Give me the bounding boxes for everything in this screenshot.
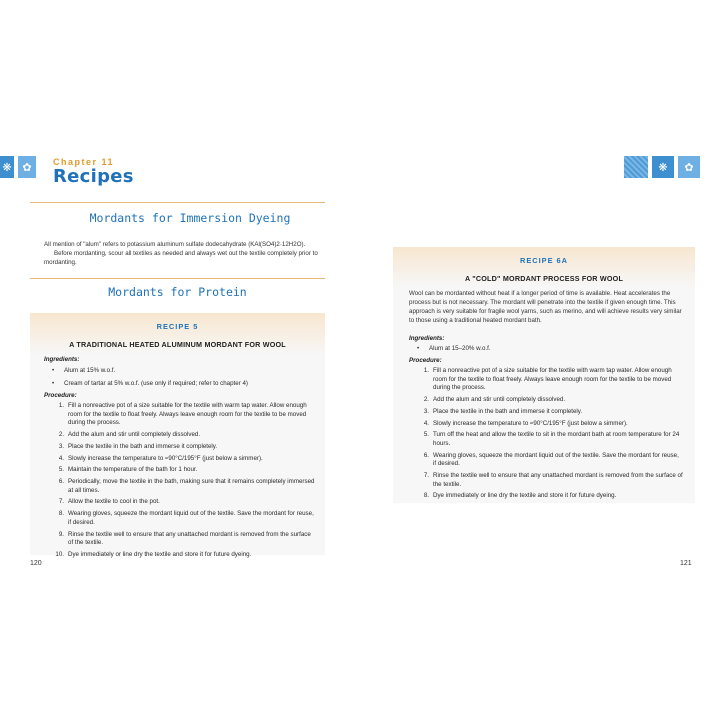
- procedure-step: 5. Maintain the temperature of the bath for 1 hour.: [58, 466, 198, 474]
- procedure-step: 1. Fill a nonreactive pot of a size suitable for the textile with warm tap water. Allow enough room for the textile to float freely. Always leave enough room for the textile to be moved during the process.: [423, 367, 672, 392]
- procedure-step: 6. Wearing gloves, squeeze the mordant liquid out of the textile. Save the mordant for reuse, if desired.: [423, 451, 679, 468]
- ingredients-list: [44, 366, 315, 388]
- section-divider: [30, 202, 325, 203]
- intro-line-2: Before mordanting, scour all textiles as needed and always wet out the textile completely prior to mordanting.: [44, 250, 318, 266]
- leaf-icon: ❋: [0, 156, 14, 178]
- recipe-6a-intro: Wool can be mordanted without heat if a longer period of time is available. Heat accelerates the process but is not necessary. The mordant will penetrate into the textile if given enough time. This approach is very suitable for fragile wool yarns, such as merino, and will achieve results very similar to those using a traditional heated mordant bath.: [409, 290, 682, 324]
- procedure-step: 4. Slowly increase the temperature to ≈90°C/195°F (just below a simmer).: [423, 419, 628, 427]
- section-title-protein: Mordants for Protein: [108, 285, 247, 299]
- section-divider-2: [30, 278, 325, 279]
- recipe-6a-header: [393, 247, 695, 287]
- procedure-label: Procedure:: [409, 357, 442, 364]
- recipe-5-title: A TRADITIONAL HEATED ALUMINUM MORDANT FOR WOOL: [69, 340, 286, 349]
- procedure-label: Procedure:: [44, 392, 77, 399]
- chapter-icon-tiles-right: [624, 156, 700, 178]
- procedure-step: 6. Periodically, move the textile in the bath, making sure that it remains completely immersed at all times.: [58, 478, 315, 494]
- intro-line-1: All mention of "alum" refers to potassium aluminum sulfate dodecahydrate (KAl(SO4)2·12H2O).: [44, 241, 306, 248]
- ingredient-item: • Cream of tartar at 5% w.o.f. (use only if required; refer to chapter 4): [44, 379, 315, 388]
- procedure-step: 5. Turn off the heat and allow the textile to sit in the mordant bath at room temperature for 24 hours.: [423, 431, 680, 447]
- ingredient-item: • Alum at 15–20% w.o.f.: [409, 344, 683, 353]
- leaf-icon: ❋: [652, 156, 674, 178]
- section-title-immersion: Mordants for Immersion Dyeing: [89, 211, 291, 225]
- procedure-step: 7. Allow the textile to cool in the pot.: [58, 498, 160, 506]
- procedure-step: 4. Slowly increase the temperature to ≈90°C/195°F (just below a simmer).: [58, 454, 263, 462]
- page-number-right: 121: [680, 560, 692, 567]
- procedure-step: 3. Place the textile in the bath and immerse it completely.: [423, 407, 583, 415]
- ingredients-list: [409, 344, 683, 353]
- procedure-step: 2. Add the alum and stir until completely dissolved.: [58, 430, 201, 438]
- procedure-step: 8. Dye immediately or line dry the textile and store it for future dyeing.: [423, 492, 617, 500]
- chapter-title: Recipes: [53, 166, 134, 187]
- procedure-step: 9. Rinse the textile well to ensure that any unattached mordant is removed from the surface of the textile.: [58, 530, 311, 547]
- flower-icon: ✿: [678, 156, 700, 178]
- page-number-left: 120: [30, 560, 42, 567]
- procedure-step: 10. Dye immediately or line dry the textile and store it for future dyeing.: [55, 551, 252, 558]
- recipe-5-label: RECIPE 5: [156, 322, 199, 331]
- ingredients-label: Ingredients:: [44, 356, 80, 363]
- procedure-step: 2. Add the alum and stir until completely dissolved.: [423, 395, 566, 403]
- procedure-step: 1. Fill a nonreactive pot of a size suitable for the textile with warm tap water. Allow enough room for the textile to float freely. Always leave enough room for the textile to be moved during the process.: [58, 402, 307, 427]
- ingredients-label: Ingredients:: [409, 335, 445, 342]
- ingredient-item: • Alum at 15% w.o.f.: [44, 366, 315, 375]
- procedure-step: 8. Wearing gloves, squeeze the mordant liquid out of the textile. Save the mordant for reuse, if desired.: [58, 510, 314, 526]
- chapter-icon-tiles: [0, 156, 36, 178]
- intro-paragraph: [44, 240, 334, 267]
- chapter-label: Chapter 11: [53, 157, 115, 167]
- procedure-step: 7. Rinse the textile well to ensure that any unattached mordant is removed from the surface of the textile.: [423, 472, 683, 488]
- recipe-6a-label: RECIPE 6A: [519, 256, 569, 265]
- recipe-6a-title: A "COLD" MORDANT PROCESS FOR WOOL: [464, 274, 624, 283]
- procedure-list: [44, 402, 315, 560]
- recipe-5-box: [30, 313, 325, 558]
- procedure-list: [409, 367, 683, 501]
- pattern-tile: [624, 156, 648, 178]
- procedure-step: 3. Place the textile in the bath and immerse it completely.: [58, 442, 218, 450]
- flower-icon: ✿: [18, 156, 36, 178]
- recipe-5-header: [30, 313, 325, 355]
- recipe-6a-box: [393, 247, 695, 503]
